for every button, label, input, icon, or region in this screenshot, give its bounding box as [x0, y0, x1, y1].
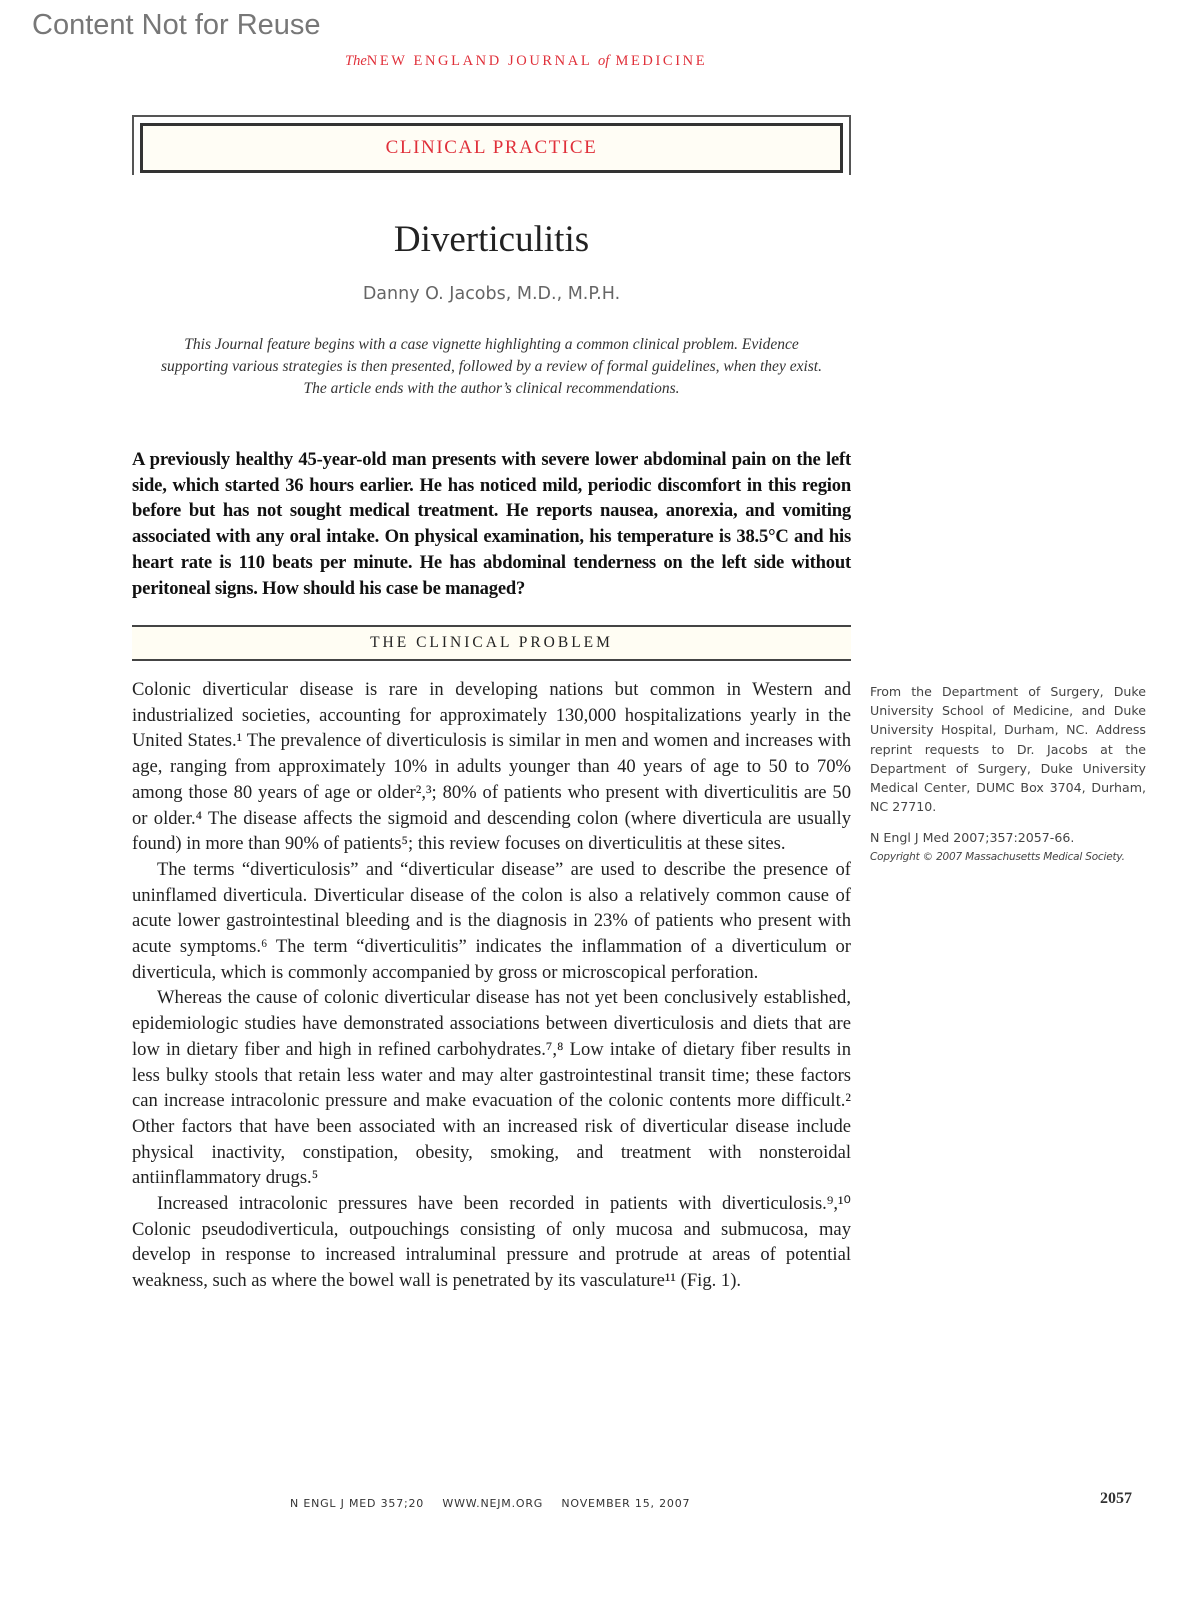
section-box-label: CLINICAL PRACTICE [385, 137, 598, 158]
footer-journal: N ENGL J MED 357;20 [290, 1497, 425, 1510]
footer-date: NOVEMBER 15, 2007 [561, 1497, 691, 1510]
article-author: Danny O. Jacobs, M.D., M.P.H. [362, 284, 621, 304]
section-box-inner [140, 123, 843, 173]
author-affiliation: From the Department of Surgery, Duke University School of Medicine, and Duke University Hospital, Durham, NC. Address reprint requests to Dr. Jacobs at the Department of Surgery, Duke University Medical Center, DUMC Box 3704, Durham, NC 27710. [870, 684, 1146, 815]
sidebar-notes [870, 682, 1146, 867]
body-paragraph: Colonic diverticular disease is rare in developing nations but common in Western and industrialized societies, accounting for approximately 130,000 hospitalizations yearly in the United States.¹ The prevalence of diverticulosis is similar in men and women and increases with age, ranging from approximately 10% in adults younger than 40 years of age to 50 to 70% among those 80 years of age or older²,³; 80% of patients who present with diverticulitis are 50 or older.⁴ The disease affects the sigmoid and descending colon (where diverticula are usually found) in more than 90% of patients⁵; this review focuses on diverticulitis at these sites. [132, 679, 851, 855]
page-footer [290, 1497, 704, 1510]
feature-intro: This Journal feature begins with a case vignette highlighting a common clinical problem. Evidence supporting various strategies is then presented, followed by a review of formal guidelines, when they exist. The article ends with the author’s clinical recommendations. [161, 336, 822, 397]
masthead-name-b: MEDICINE [609, 53, 708, 69]
body-paragraph: The terms “diverticulosis” and “diverticular disease” are used to describe the presence of uninflamed diverticula. Diverticular disease of the colon is also a relatively common cause of acute lower gastrointestinal bleeding and is the diagnosis in 23% of patients who present with acute symptoms.⁶ The term “diverticulitis” indicates the inflammation of a diverticulum or diverticula, which is commonly accompanied by gross or microscopical perforation. [132, 858, 851, 983]
section-heading-bar [132, 625, 851, 661]
citation: N Engl J Med 2007;357:2057-66. [870, 830, 1075, 846]
journal-masthead [345, 52, 707, 70]
body-paragraph: Whereas the cause of colonic diverticular disease has not yet been conclusively established, epidemiologic studies have demonstrated associations between diverticulosis and diets that are low in dietary fiber and high in refined carbohydrates.⁷,⁸ Low intake of dietary fiber results in less bulky stools that retain less water and may alter gastrointestinal transit time; these factors can increase intracolonic pressure and make evacuation of the colonic contents more difficult.² Other factors that have been associated with an increased risk of diverticular disease include physical inactivity, constipation, obesity, smoking, and treatment with nonsteroidal antiinflammatory drugs.⁵ [132, 987, 851, 1189]
article-title: Diverticulitis [393, 219, 590, 260]
copyright: Copyright © 2007 Massachusetts Medical Society. [870, 850, 1125, 863]
case-vignette: A previously healthy 45-year-old man presents with severe lower abdominal pain on the left side, which started 36 hours earlier. He has noticed mild, periodic discomfort in this region before but has not sought medical treatment. He reports nausea, anorexia, and vomiting associated with any oral intake. On physical examination, his temperature is 38.5°C and his heart rate is 110 beats per minute. He has abdominal tenderness on the left side without peritoneal signs. How should his case be managed? [132, 449, 851, 599]
section-box [132, 115, 851, 175]
masthead-of: of [597, 53, 610, 69]
masthead-the: The [345, 53, 367, 69]
watermark: Content Not for Reuse [32, 9, 321, 41]
page-number: 2057 [1100, 1490, 1132, 1507]
masthead-name-a: NEW ENGLAND JOURNAL [366, 53, 598, 69]
footer-website[interactable]: WWW.NEJM.ORG [442, 1497, 544, 1510]
article-body [132, 677, 851, 1294]
body-paragraph: Increased intracolonic pressures have been recorded in patients with diverticulosis.⁹,¹⁰ Colonic pseudodiverticula, outpouchings consisting of only mucosa and submucosa, may develop in response to increased intraluminal pressure and protrude at areas of potential weakness, such as where the bowel wall is penetrated by its vasculature¹¹ (Fig. 1). [132, 1193, 851, 1292]
section-heading: THE CLINICAL PROBLEM [370, 634, 613, 651]
